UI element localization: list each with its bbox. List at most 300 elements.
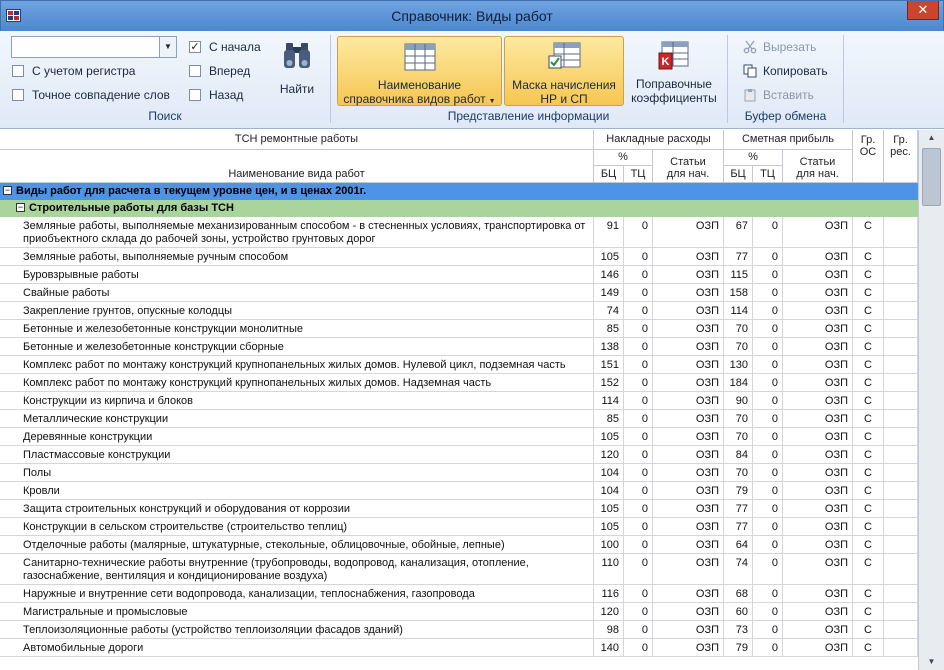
cell-sp-st[interactable]: ОЗП [783,428,853,446]
table-row[interactable] [0,374,918,392]
cell-gr-res[interactable] [884,217,918,248]
cell-nr-st[interactable]: ОЗП [653,446,724,464]
cell-gr-res[interactable] [884,446,918,464]
cell-gr-res[interactable] [884,302,918,320]
backward-label: Назад [209,88,244,102]
cell-nr-bc[interactable]: 104 [594,482,624,500]
cell-gr-res[interactable] [884,284,918,302]
cell-gr-os[interactable]: С [853,585,884,603]
coefficients-line1: Поправочные [636,77,712,91]
cell-sp-st[interactable]: ОЗП [783,639,853,657]
cell-nr-bc[interactable]: 152 [594,374,624,392]
cell-gr-os[interactable]: С [853,338,884,356]
mask-line1: Маска начисления [512,78,616,92]
cell-sp-bc[interactable]: 114 [724,302,753,320]
cell-nr-tc[interactable]: 0 [624,320,653,338]
cell-name[interactable]: Свайные работы [0,284,594,302]
cell-name[interactable]: Комплекс работ по монтажу конструкций крупнопанельных жилых домов. Нулевой цикл, подземная часть [0,356,594,374]
checklist-table-icon [548,42,582,72]
cell-nr-bc[interactable]: 85 [594,410,624,428]
cell-nr-st[interactable]: ОЗП [653,639,724,657]
cell-gr-os[interactable]: С [853,428,884,446]
cell-name[interactable]: Бетонные и железобетонные конструкции монолитные [0,320,594,338]
cell-sp-st[interactable]: ОЗП [783,248,853,266]
window-title: Справочник: Виды работ [391,8,553,24]
table-row[interactable] [0,356,918,374]
cell-sp-st[interactable]: ОЗП [783,446,853,464]
cell-sp-tc[interactable]: 0 [753,621,783,639]
cell-sp-st[interactable]: ОЗП [783,302,853,320]
cell-name[interactable]: Наружные и внутренние сети водопровода, канализации, теплоснабжения, газопровода [0,585,594,603]
table-row[interactable] [0,621,918,639]
header-profit: Сметная прибыль [724,130,853,150]
table-row[interactable] [0,248,918,266]
cell-sp-tc[interactable]: 0 [753,338,783,356]
cell-nr-bc[interactable]: 120 [594,446,624,464]
cell-name[interactable]: Автомобильные дороги [0,639,594,657]
cell-gr-res[interactable] [884,320,918,338]
cell-gr-os[interactable]: С [853,266,884,284]
cell-sp-bc[interactable]: 68 [724,585,753,603]
table-row[interactable] [0,536,918,554]
cell-sp-bc[interactable]: 70 [724,428,753,446]
cell-sp-tc[interactable]: 0 [753,500,783,518]
cell-gr-os[interactable]: С [853,446,884,464]
cell-gr-os[interactable]: С [853,500,884,518]
correction-coefficients-button[interactable] [628,36,720,106]
cell-name[interactable]: Конструкции из кирпича и блоков [0,392,594,410]
cell-nr-st[interactable]: ОЗП [653,284,724,302]
cell-sp-st[interactable]: ОЗП [783,266,853,284]
cell-nr-tc[interactable]: 0 [624,410,653,428]
cell-sp-bc[interactable]: 60 [724,603,753,621]
cell-name[interactable]: Кровли [0,482,594,500]
cell-sp-st[interactable]: ОЗП [783,554,853,585]
header-profit-tc[interactable]: ТЦ [753,166,783,183]
cell-sp-bc[interactable]: 84 [724,446,753,464]
cell-sp-tc[interactable]: 0 [753,356,783,374]
header-profit-articles[interactable]: Статьи для нач. [783,150,853,183]
cell-sp-bc[interactable]: 77 [724,248,753,266]
cell-nr-tc[interactable]: 0 [624,621,653,639]
group-row-level2[interactable] [0,200,918,217]
cell-gr-res[interactable] [884,356,918,374]
from-start-checkbox[interactable] [189,39,261,55]
cell-nr-bc[interactable]: 110 [594,554,624,585]
cell-nr-tc[interactable]: 0 [624,554,653,585]
header-overhead-bc[interactable]: БЦ [594,166,624,183]
cell-nr-tc[interactable]: 0 [624,284,653,302]
cell-gr-res[interactable] [884,338,918,356]
collapse-icon[interactable]: − [4,185,11,195]
copy-button[interactable] [743,62,828,80]
coefficients-line2: коэффициенты [631,91,717,105]
cell-sp-st[interactable]: ОЗП [783,410,853,428]
close-button[interactable]: ✕ [907,1,939,20]
backward-checkbox[interactable] [189,87,243,103]
cell-gr-os[interactable]: С [853,482,884,500]
cell-gr-os[interactable]: С [853,392,884,410]
cut-button[interactable] [743,38,816,56]
cell-nr-tc[interactable]: 0 [624,217,653,248]
cell-nr-st[interactable]: ОЗП [653,603,724,621]
cell-nr-st[interactable]: ОЗП [653,585,724,603]
cell-gr-os[interactable]: С [853,320,884,338]
cell-name[interactable]: Закрепление грунтов, опускные колодцы [0,302,594,320]
view-group-label: Представление информации [447,109,610,123]
cell-nr-st[interactable]: ОЗП [653,248,724,266]
table-row[interactable] [0,446,918,464]
chevron-down-icon[interactable]: ▼ [159,37,176,57]
cell-sp-tc[interactable]: 0 [753,266,783,284]
cell-sp-bc[interactable]: 184 [724,374,753,392]
from-start-label: С начала [209,40,261,54]
cell-nr-tc[interactable]: 0 [624,446,653,464]
cell-sp-bc[interactable]: 70 [724,464,753,482]
cell-nr-bc[interactable]: 105 [594,500,624,518]
search-combobox[interactable] [11,36,177,58]
cell-nr-st[interactable]: ОЗП [653,266,724,284]
table-row[interactable] [0,482,918,500]
cell-nr-bc[interactable]: 74 [594,302,624,320]
cell-nr-st[interactable]: ОЗП [653,302,724,320]
cell-sp-tc[interactable]: 0 [753,482,783,500]
cell-sp-st[interactable]: ОЗП [783,356,853,374]
cell-name[interactable]: Комплекс работ по монтажу конструкций крупнопанельных жилых домов. Надземная часть [0,374,594,392]
cell-gr-os[interactable]: С [853,374,884,392]
cell-nr-bc[interactable]: 116 [594,585,624,603]
cell-sp-bc[interactable]: 73 [724,621,753,639]
cell-nr-bc[interactable]: 91 [594,217,624,248]
cell-gr-os[interactable]: С [853,248,884,266]
cell-name[interactable]: Деревянные конструкции [0,428,594,446]
cell-nr-bc[interactable]: 120 [594,603,624,621]
cell-nr-st[interactable]: ОЗП [653,338,724,356]
cell-sp-tc[interactable]: 0 [753,428,783,446]
cell-gr-res[interactable] [884,603,918,621]
table-row[interactable] [0,392,918,410]
table-row[interactable] [0,302,918,320]
cell-name[interactable]: Полы [0,464,594,482]
cell-gr-res[interactable] [884,482,918,500]
cell-nr-tc[interactable]: 0 [624,500,653,518]
cell-nr-bc[interactable]: 146 [594,266,624,284]
cell-nr-st[interactable]: ОЗП [653,356,724,374]
forward-label: Вперед [209,64,251,78]
cell-gr-os[interactable]: С [853,603,884,621]
work-types-grid[interactable] [0,130,918,670]
cell-name[interactable]: Пластмассовые конструкции [0,446,594,464]
checkbox-box-checked[interactable]: ✓ [190,41,200,53]
cell-sp-bc[interactable]: 67 [724,217,753,248]
cell-sp-st[interactable]: ОЗП [783,374,853,392]
cell-nr-tc[interactable]: 0 [624,536,653,554]
cell-nr-st[interactable]: ОЗП [653,536,724,554]
cell-sp-st[interactable]: ОЗП [783,284,853,302]
cell-sp-bc[interactable]: 115 [724,266,753,284]
table-row[interactable] [0,518,918,536]
cell-name[interactable]: Защита строительных конструкций и оборудования от коррозии [0,500,594,518]
header-profit-pct: % [724,150,783,166]
cell-sp-st[interactable]: ОЗП [783,482,853,500]
cell-nr-bc[interactable]: 138 [594,338,624,356]
cell-sp-bc[interactable]: 70 [724,320,753,338]
binoculars-icon [282,41,312,71]
table-row[interactable] [0,554,918,585]
exact-match-checkbox[interactable] [12,87,170,103]
header-group-res[interactable]: Гр. рес. [884,130,918,183]
paste-button[interactable] [743,86,814,104]
cell-nr-tc[interactable]: 0 [624,266,653,284]
coefficient-table-icon [658,41,690,71]
cell-gr-res[interactable] [884,428,918,446]
cell-gr-res[interactable] [884,518,918,536]
cell-sp-tc[interactable]: 0 [753,585,783,603]
cell-nr-st[interactable]: ОЗП [653,554,724,585]
cell-sp-bc[interactable]: 70 [724,338,753,356]
cell-nr-tc[interactable]: 0 [624,356,653,374]
cell-name[interactable]: Земляные работы, выполняемые механизированным способом - в стесненных условиях, транспортировка от приобъектного склада до рабочей зоны, устройство грунтовых дорог [0,217,594,248]
collapse-icon[interactable]: − [17,202,24,212]
find-button[interactable] [271,37,323,109]
cell-sp-tc[interactable]: 0 [753,392,783,410]
cell-nr-st[interactable]: ОЗП [653,428,724,446]
cell-nr-bc[interactable]: 100 [594,536,624,554]
table-row[interactable] [0,338,918,356]
paste-label: Вставить [763,88,814,102]
cell-sp-bc[interactable]: 79 [724,639,753,657]
cell-name[interactable]: Земляные работы, выполняемые ручным способом [0,248,594,266]
forward-checkbox[interactable] [189,63,250,79]
cell-nr-st[interactable]: ОЗП [653,374,724,392]
cell-sp-bc[interactable]: 90 [724,392,753,410]
table-row[interactable] [0,428,918,446]
cell-sp-st[interactable]: ОЗП [783,585,853,603]
copy-icon [743,64,757,78]
header-tsn: ТСН ремонтные работы [0,130,594,150]
cell-sp-st[interactable]: ОЗП [783,621,853,639]
cell-sp-bc[interactable]: 64 [724,536,753,554]
cell-sp-tc[interactable]: 0 [753,603,783,621]
group-row-level1[interactable] [0,183,918,200]
table-grid-icon [404,43,436,71]
cell-sp-bc[interactable]: 74 [724,554,753,585]
cell-nr-bc[interactable]: 85 [594,320,624,338]
cell-nr-st[interactable]: ОЗП [653,482,724,500]
cell-nr-tc[interactable]: 0 [624,603,653,621]
cell-name[interactable]: Санитарно-технические работы внутренние (трубопроводы, водопровод, канализация, отопление, газоснабжение, вентиляция и кондиционирование воздуха) [0,554,594,585]
cell-gr-os[interactable]: С [853,639,884,657]
cell-sp-tc[interactable]: 0 [753,302,783,320]
cell-sp-bc[interactable]: 130 [724,356,753,374]
table-row[interactable] [0,410,918,428]
cell-nr-bc[interactable]: 104 [594,464,624,482]
cell-gr-os[interactable]: С [853,554,884,585]
cell-sp-tc[interactable]: 0 [753,284,783,302]
cell-gr-os[interactable]: С [853,536,884,554]
cell-nr-st[interactable]: ОЗП [653,392,724,410]
group-row-level2-label: Строительные работы для базы ТСН [29,202,234,214]
cell-nr-tc[interactable]: 0 [624,302,653,320]
table-row[interactable] [0,464,918,482]
cell-gr-res[interactable] [884,248,918,266]
header-overhead-tc[interactable]: ТЦ [624,166,653,183]
cell-gr-os[interactable]: С [853,410,884,428]
table-row[interactable] [0,266,918,284]
mask-button[interactable] [504,36,624,106]
cell-nr-st[interactable]: ОЗП [653,500,724,518]
cell-nr-tc[interactable]: 0 [624,464,653,482]
cell-sp-st[interactable]: ОЗП [783,320,853,338]
cell-sp-st[interactable]: ОЗП [783,500,853,518]
cell-nr-bc[interactable]: 105 [594,518,624,536]
cell-sp-tc[interactable]: 0 [753,248,783,266]
cell-nr-tc[interactable]: 0 [624,518,653,536]
cell-name[interactable]: Металлические конструкции [0,410,594,428]
cell-gr-os[interactable]: С [853,464,884,482]
cell-gr-res[interactable] [884,410,918,428]
cell-name[interactable]: Магистральные и промысловые [0,603,594,621]
cell-name[interactable]: Конструкции в сельском строительстве (строительство теплиц) [0,518,594,536]
cell-nr-st[interactable]: ОЗП [653,320,724,338]
cell-name[interactable]: Теплоизоляционные работы (устройство теплоизоляции фасадов зданий) [0,621,594,639]
cell-sp-st[interactable]: ОЗП [783,217,853,248]
cell-nr-tc[interactable]: 0 [624,482,653,500]
cell-nr-st[interactable]: ОЗП [653,410,724,428]
cell-gr-res[interactable] [884,554,918,585]
svg-text:K: K [661,56,670,68]
header-overhead-articles[interactable]: Статьи для нач. [653,150,724,183]
table-row[interactable] [0,500,918,518]
cell-nr-tc[interactable]: 0 [624,585,653,603]
cell-gr-res[interactable] [884,266,918,284]
cell-sp-st[interactable]: ОЗП [783,464,853,482]
checkbox-box[interactable] [12,89,24,101]
cell-gr-os[interactable]: С [853,621,884,639]
cell-sp-tc[interactable]: 0 [753,446,783,464]
cell-gr-os[interactable]: С [853,217,884,248]
header-work-name[interactable]: Наименование вида работ [0,150,594,183]
cell-gr-res[interactable] [884,464,918,482]
cell-gr-res[interactable] [884,392,918,410]
case-sensitive-checkbox[interactable] [12,63,135,79]
cell-nr-tc[interactable]: 0 [624,338,653,356]
find-label: Найти [279,82,315,96]
cell-sp-st[interactable]: ОЗП [783,603,853,621]
cell-sp-tc[interactable]: 0 [753,536,783,554]
directory-name-button[interactable] [337,36,502,106]
checkbox-box[interactable] [12,65,24,77]
cell-gr-res[interactable] [884,500,918,518]
cell-sp-tc[interactable]: 0 [753,410,783,428]
cell-nr-bc[interactable]: 140 [594,639,624,657]
header-overhead-pct: % [594,150,653,166]
cell-name[interactable]: Буровзрывные работы [0,266,594,284]
cell-nr-tc[interactable]: 0 [624,392,653,410]
cell-sp-bc[interactable]: 77 [724,500,753,518]
table-row[interactable] [0,320,918,338]
cell-nr-st[interactable]: ОЗП [653,217,724,248]
clipboard-group-label: Буфер обмена [744,109,827,123]
cell-nr-bc[interactable]: 105 [594,428,624,446]
cell-nr-bc[interactable]: 105 [594,248,624,266]
scrollbar-thumb[interactable] [922,148,941,206]
header-group-os[interactable]: Гр. ОС [853,130,884,183]
cell-sp-bc[interactable]: 77 [724,518,753,536]
cell-sp-tc[interactable]: 0 [753,320,783,338]
vertical-scrollbar[interactable] [918,130,944,670]
table-row[interactable] [0,284,918,302]
cell-sp-st[interactable]: ОЗП [783,536,853,554]
cell-sp-st[interactable]: ОЗП [783,392,853,410]
cell-gr-os[interactable]: С [853,284,884,302]
cell-nr-st[interactable]: ОЗП [653,464,724,482]
scroll-down-icon[interactable]: ▼ [927,657,936,666]
group-separator [843,35,844,123]
table-row[interactable] [0,217,918,248]
cell-sp-tc[interactable]: 0 [753,518,783,536]
cut-label: Вырезать [763,40,817,54]
cell-gr-res[interactable] [884,639,918,657]
cell-gr-res[interactable] [884,536,918,554]
cell-sp-st[interactable]: ОЗП [783,518,853,536]
scissors-icon [743,40,757,54]
checkbox-box[interactable] [189,89,201,101]
cell-nr-st[interactable]: ОЗП [653,621,724,639]
scroll-up-icon[interactable]: ▲ [927,133,936,142]
cell-nr-bc[interactable]: 149 [594,284,624,302]
table-row[interactable] [0,639,918,657]
table-row[interactable] [0,585,918,603]
cell-gr-os[interactable]: С [853,518,884,536]
checkbox-box[interactable] [189,65,201,77]
header-overhead: Накладные расходы [594,130,724,150]
cell-sp-bc[interactable]: 79 [724,482,753,500]
cell-nr-bc[interactable]: 98 [594,621,624,639]
cell-nr-tc[interactable]: 0 [624,639,653,657]
cell-sp-tc[interactable]: 0 [753,554,783,585]
header-profit-bc[interactable]: БЦ [724,166,753,183]
cell-nr-tc[interactable]: 0 [624,248,653,266]
cell-sp-tc[interactable]: 0 [753,639,783,657]
cell-sp-bc[interactable]: 70 [724,410,753,428]
dropdown-arrow-icon[interactable]: ▼ [488,98,496,105]
cell-sp-tc[interactable]: 0 [753,374,783,392]
cell-name[interactable]: Отделочные работы (малярные, штукатурные, стекольные, облицовочные, обойные, лепные) [0,536,594,554]
cell-nr-bc[interactable]: 151 [594,356,624,374]
exact-match-label: Точное совпадение слов [32,88,170,102]
cell-gr-os[interactable]: С [853,302,884,320]
cell-gr-res[interactable] [884,585,918,603]
cell-gr-res[interactable] [884,621,918,639]
copy-label: Копировать [763,64,828,78]
cell-nr-tc[interactable]: 0 [624,428,653,446]
search-group-label: Поиск [148,109,182,123]
cell-sp-tc[interactable]: 0 [753,217,783,248]
cell-nr-bc[interactable]: 114 [594,392,624,410]
cell-sp-st[interactable]: ОЗП [783,338,853,356]
case-sensitive-label: С учетом регистра [32,64,136,78]
cell-nr-st[interactable]: ОЗП [653,518,724,536]
table-row[interactable] [0,603,918,621]
title-bar [0,0,944,31]
cell-gr-os[interactable]: С [853,356,884,374]
cell-name[interactable]: Бетонные и железобетонные конструкции сборные [0,338,594,356]
cell-nr-tc[interactable]: 0 [624,374,653,392]
cell-gr-res[interactable] [884,374,918,392]
cell-sp-bc[interactable]: 158 [724,284,753,302]
cell-sp-tc[interactable]: 0 [753,464,783,482]
